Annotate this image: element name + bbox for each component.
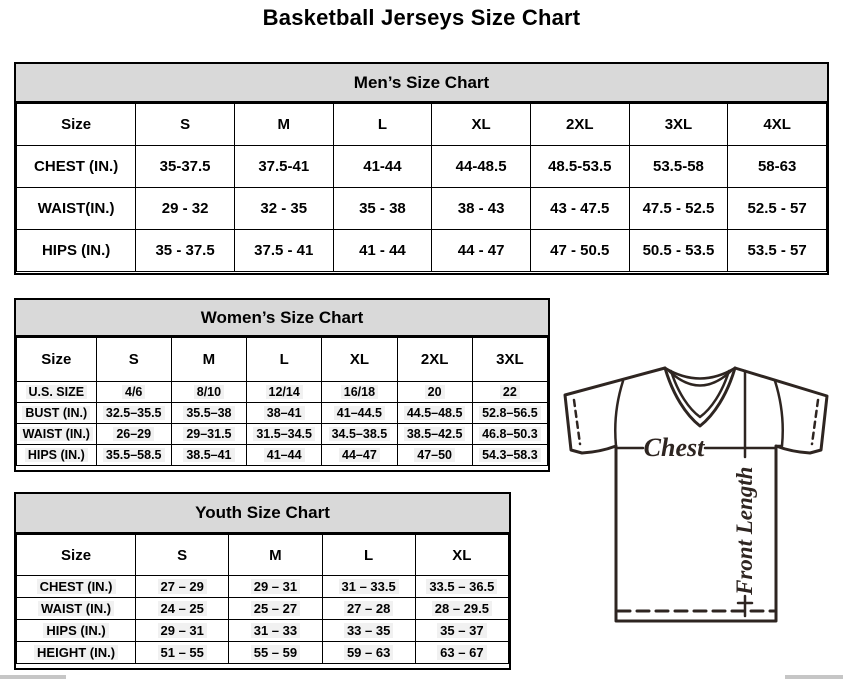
cell-text: 53.5-58 <box>653 158 704 175</box>
cell-text: 47.5 - 52.5 <box>642 200 715 217</box>
size-value-cell <box>136 620 229 642</box>
column-header <box>17 338 97 382</box>
cell-text: M <box>202 351 216 368</box>
cell-text: CHEST (IN.) <box>37 579 116 594</box>
row-label <box>17 598 136 620</box>
row-label <box>17 230 136 272</box>
size-value-cell <box>472 382 547 403</box>
column-header <box>234 104 333 146</box>
row-label <box>17 445 97 466</box>
cell-text: WAIST (IN.) <box>20 427 93 441</box>
mens-size-chart <box>14 62 829 275</box>
size-value-cell <box>432 188 531 230</box>
size-value-cell <box>415 576 508 598</box>
cell-text: 37.5 - 41 <box>254 242 314 259</box>
size-value-cell <box>171 424 246 445</box>
size-value-cell <box>530 146 629 188</box>
size-value-cell <box>96 424 171 445</box>
cell-text: Size <box>61 116 92 133</box>
cell-text: 32 - 35 <box>260 200 308 217</box>
cell-text: 3XL <box>664 116 693 133</box>
cell-text: 22 <box>500 385 520 399</box>
cell-text: 41–44 <box>264 448 305 462</box>
cell-text: L <box>377 116 388 133</box>
cell-text: 28 – 29.5 <box>432 601 492 616</box>
front-length-measure-label: Front Length <box>732 466 757 595</box>
cell-text: L <box>279 351 289 368</box>
cell-text: 47–50 <box>414 448 455 462</box>
size-value-cell <box>322 620 415 642</box>
womens-chart-title: Women’s Size Chart <box>16 300 548 337</box>
youth-chart-title: Youth Size Chart <box>16 494 509 534</box>
size-value-cell <box>229 576 322 598</box>
size-value-cell <box>728 188 827 230</box>
cell-text: 33 – 35 <box>344 623 393 638</box>
table-row <box>17 445 548 466</box>
table-row <box>17 403 548 424</box>
row-label <box>17 424 97 445</box>
size-value-cell <box>629 230 728 272</box>
column-header <box>136 535 229 576</box>
size-value-cell <box>728 146 827 188</box>
cell-text: XL <box>349 351 369 368</box>
cell-text: S <box>177 546 188 564</box>
size-value-cell <box>322 424 397 445</box>
cell-text: 35-37.5 <box>159 158 211 175</box>
left-cuff-dashed-line <box>574 400 580 444</box>
womens-size-table <box>16 337 548 466</box>
cell-text: 35.5–38 <box>183 406 234 420</box>
size-value-cell <box>234 230 333 272</box>
size-value-cell <box>397 445 472 466</box>
chest-measure-label: Chest <box>643 433 705 462</box>
cell-text: XL <box>471 116 491 133</box>
cell-text: Size <box>41 351 72 368</box>
column-header <box>397 338 472 382</box>
column-header <box>530 104 629 146</box>
cell-text: M <box>277 116 290 133</box>
size-value-cell <box>629 188 728 230</box>
cell-text: 26–29 <box>113 427 154 441</box>
column-header <box>629 104 728 146</box>
cell-text: 58-63 <box>757 158 797 175</box>
size-value-cell <box>397 382 472 403</box>
table-row <box>17 576 509 598</box>
cell-text: 31 – 33 <box>251 623 300 638</box>
size-value-cell <box>530 188 629 230</box>
table-row <box>17 424 548 445</box>
size-value-cell <box>234 188 333 230</box>
table-row <box>17 620 509 642</box>
cell-text: 29 – 31 <box>158 623 207 638</box>
size-value-cell <box>136 642 229 664</box>
cell-text: 12/14 <box>266 385 303 399</box>
size-value-cell <box>171 445 246 466</box>
size-value-cell <box>136 230 235 272</box>
column-header <box>415 535 508 576</box>
cell-text: 38–41 <box>264 406 305 420</box>
cell-text: 37.5-41 <box>258 158 310 175</box>
cell-text: 54.3–58.3 <box>479 448 541 462</box>
womens-size-chart <box>14 298 550 472</box>
jersey-outline-shape <box>565 368 827 621</box>
size-value-cell <box>728 230 827 272</box>
size-value-cell <box>397 424 472 445</box>
cell-text: 35.5–58.5 <box>103 448 165 462</box>
cell-text: 4/6 <box>122 385 145 399</box>
cell-text: 38.5–42.5 <box>404 427 466 441</box>
cell-text: 41–44.5 <box>334 406 385 420</box>
table-row <box>17 188 827 230</box>
column-header <box>432 104 531 146</box>
size-value-cell <box>322 642 415 664</box>
cell-text: 47 - 50.5 <box>550 242 610 259</box>
row-label <box>17 382 97 403</box>
cell-text: 44–47 <box>339 448 380 462</box>
cell-text: 63 – 67 <box>437 645 486 660</box>
column-header <box>171 338 246 382</box>
cell-text: 38 - 43 <box>457 200 505 217</box>
cell-text: 20 <box>425 385 445 399</box>
cell-text: CHEST (IN.) <box>34 158 119 175</box>
cell-text: M <box>269 546 282 564</box>
cell-text: S <box>180 116 191 133</box>
cell-text: 35 – 37 <box>437 623 486 638</box>
cell-text: 48.5-53.5 <box>548 158 612 175</box>
size-value-cell <box>136 146 235 188</box>
size-value-cell <box>171 382 246 403</box>
cell-text: 35 - 37.5 <box>155 242 215 259</box>
size-value-cell <box>234 146 333 188</box>
cell-text: U.S. SIZE <box>26 385 88 399</box>
size-value-cell <box>229 642 322 664</box>
size-value-cell <box>322 445 397 466</box>
size-value-cell <box>171 403 246 424</box>
cell-text: 8/10 <box>194 385 224 399</box>
cell-text: BUST (IN.) <box>22 406 90 420</box>
size-value-cell <box>136 188 235 230</box>
cell-text: HIPS (IN.) <box>43 623 108 638</box>
cell-text: 52.5 - 57 <box>747 200 807 217</box>
cell-text: Size <box>61 546 92 564</box>
mens-size-table <box>16 103 827 272</box>
size-value-cell <box>333 146 432 188</box>
size-value-cell <box>96 445 171 466</box>
size-value-cell <box>415 598 508 620</box>
right-cuff-dashed-line <box>812 400 818 444</box>
table-row <box>17 146 827 188</box>
cell-text: 2XL <box>566 116 594 133</box>
youth-size-table <box>16 534 509 664</box>
cell-text: HEIGHT (IN.) <box>34 645 118 660</box>
cell-text: 52.8–56.5 <box>479 406 541 420</box>
jersey-measurement-diagram <box>555 363 843 629</box>
size-value-cell <box>472 445 547 466</box>
header-row <box>17 535 509 576</box>
row-label <box>17 642 136 664</box>
cell-text: 31 – 33.5 <box>339 579 399 594</box>
page-title: Basketball Jerseys Size Chart <box>262 5 581 30</box>
size-value-cell <box>415 620 508 642</box>
column-header <box>322 338 397 382</box>
cell-text: 44 - 47 <box>457 242 505 259</box>
horizontal-scrollbar-left-fragment[interactable] <box>0 675 66 679</box>
cell-text: 25 – 27 <box>251 601 300 616</box>
cell-text: HIPS (IN.) <box>25 448 88 462</box>
row-label <box>17 620 136 642</box>
column-header <box>333 104 432 146</box>
size-value-cell <box>96 403 171 424</box>
cell-text: 16/18 <box>341 385 378 399</box>
horizontal-scrollbar-right-fragment[interactable] <box>785 675 843 679</box>
cell-text: 29–31.5 <box>183 427 234 441</box>
size-value-cell <box>432 230 531 272</box>
size-value-cell <box>432 146 531 188</box>
cell-text: 50.5 - 53.5 <box>642 242 715 259</box>
size-value-cell <box>415 642 508 664</box>
table-row <box>17 642 509 664</box>
size-value-cell <box>247 382 322 403</box>
size-value-cell <box>96 382 171 403</box>
cell-text: L <box>364 546 374 564</box>
size-value-cell <box>322 382 397 403</box>
cell-text: HIPS (IN.) <box>41 242 111 259</box>
size-value-cell <box>472 424 547 445</box>
column-header <box>322 535 415 576</box>
column-header <box>96 338 171 382</box>
cell-text: 24 – 25 <box>158 601 207 616</box>
cell-text: WAIST (IN.) <box>38 601 114 616</box>
column-header <box>17 104 136 146</box>
cell-text: 41-44 <box>363 158 402 175</box>
size-value-cell <box>136 576 229 598</box>
size-value-cell <box>333 188 432 230</box>
size-value-cell <box>322 576 415 598</box>
size-value-cell <box>322 598 415 620</box>
size-value-cell <box>629 146 728 188</box>
row-label <box>17 188 136 230</box>
cell-text: 44.5–48.5 <box>404 406 466 420</box>
cell-text: 29 – 31 <box>251 579 300 594</box>
size-value-cell <box>333 230 432 272</box>
cell-text: 35 - 38 <box>359 200 406 217</box>
size-value-cell <box>397 403 472 424</box>
size-value-cell <box>229 620 322 642</box>
table-row <box>17 598 509 620</box>
cell-text: WAIST(IN.) <box>37 200 115 217</box>
cell-text: 29 - 32 <box>161 200 209 217</box>
cell-text: 43 - 47.5 <box>550 200 610 217</box>
cell-text: 27 – 29 <box>158 579 207 594</box>
cell-text: S <box>128 351 139 368</box>
size-value-cell <box>530 230 629 272</box>
cell-text: 31.5–34.5 <box>253 427 315 441</box>
column-header <box>247 338 322 382</box>
cell-text: 33.5 – 36.5 <box>426 579 497 594</box>
mens-chart-title: Men’s Size Chart <box>16 64 827 103</box>
cell-text: 27 – 28 <box>344 601 393 616</box>
column-header <box>136 104 235 146</box>
size-value-cell <box>472 403 547 424</box>
size-value-cell <box>247 424 322 445</box>
table-row <box>17 382 548 403</box>
cell-text: 59 – 63 <box>344 645 393 660</box>
size-value-cell <box>136 598 229 620</box>
table-row <box>17 230 827 272</box>
column-header <box>728 104 827 146</box>
cell-text: XL <box>452 546 472 564</box>
size-value-cell <box>229 598 322 620</box>
cell-text: 44-48.5 <box>455 158 507 175</box>
size-value-cell <box>247 403 322 424</box>
row-label <box>17 576 136 598</box>
cell-text: 4XL <box>763 116 791 133</box>
size-value-cell <box>247 445 322 466</box>
cell-text: 34.5–38.5 <box>329 427 391 441</box>
cell-text: 46.8–50.3 <box>479 427 541 441</box>
cell-text: 55 – 59 <box>251 645 300 660</box>
header-row <box>17 338 548 382</box>
row-label <box>17 403 97 424</box>
youth-size-chart <box>14 492 511 670</box>
column-header <box>229 535 322 576</box>
header-row <box>17 104 827 146</box>
cell-text: 51 – 55 <box>158 645 207 660</box>
cell-text: 3XL <box>496 351 524 368</box>
row-label <box>17 146 136 188</box>
cell-text: 32.5–35.5 <box>103 406 165 420</box>
column-header <box>17 535 136 576</box>
cell-text: 41 - 44 <box>359 242 406 259</box>
cell-text: 2XL <box>420 351 449 368</box>
cell-text: 53.5 - 57 <box>747 242 807 259</box>
cell-text: 38.5–41 <box>183 448 234 462</box>
size-value-cell <box>322 403 397 424</box>
column-header <box>472 338 547 382</box>
